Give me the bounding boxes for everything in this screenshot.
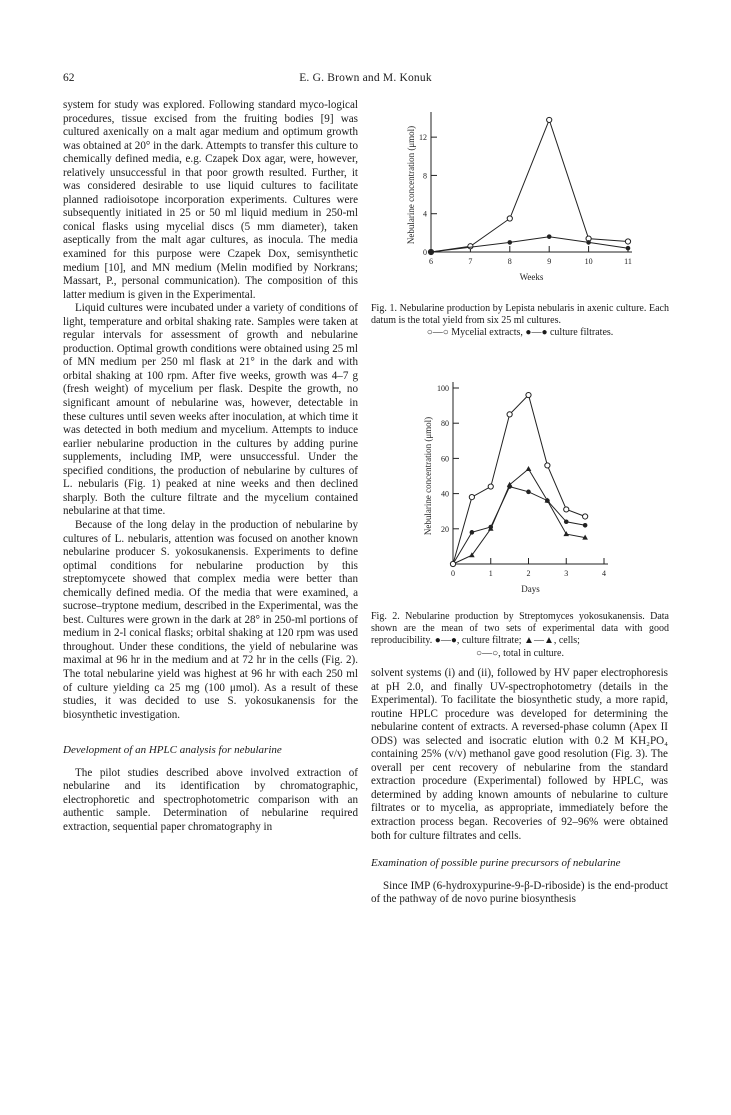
paragraph: Because of the long delay in the production of nebularine by cultures of L. nebularis, attention was focused on another known nebularine producer S. yokosukanensis. Experiments to define optimal conditions for nebularine production by this streptomycete showed that complex media were better than chemically defined media. Of the media that were examined, a sucrose–tryptone medium, described in the Experimental, was the best. Cultures were grown in the dark at 28° in 250-ml portions of medium in 2-l conical flasks; orbital shaking at 120 rpm was used throughout. Under these conditions, the yield of nebularine was maximal at 96 hr in the medium and at 72 hr in the cells (Fig. 2). The total nebularine yield was highest at 96 hr with each 250 ml of culture yielding ca 25 mg (100 μmol). As a result of these studies, it was decided to use S. yokosukanensis for the biosynthetic investigation. bbox=[63, 518, 358, 721]
x-tick-label: 7 bbox=[468, 257, 473, 266]
x-tick-label: 10 bbox=[584, 257, 593, 266]
right-column bbox=[371, 667, 668, 907]
left-column bbox=[63, 99, 358, 834]
y-tick-label: 12 bbox=[419, 133, 427, 143]
paragraph: Since IMP (6-hydroxypurine-9-β-D-riboside) is the end-product of the pathway of de novo purine biosynthesis bbox=[371, 879, 668, 906]
data-point-open-circle bbox=[507, 412, 512, 417]
data-point-filled-circle bbox=[564, 519, 569, 524]
caption-legend: ○—○, total in culture. bbox=[476, 647, 564, 659]
y-axis-label: Nebularine concentration (μmol) bbox=[406, 125, 416, 245]
data-point-filled-circle bbox=[586, 240, 591, 245]
data-point-open-circle bbox=[545, 463, 550, 468]
x-tick-label: 1 bbox=[488, 569, 493, 578]
series-line-2 bbox=[453, 395, 585, 564]
data-point-filled-triangle bbox=[526, 466, 532, 471]
section-heading: Development of an HPLC analysis for nebularine bbox=[63, 744, 282, 757]
paragraph: solvent systems (i) and (ii), followed by HV paper electrophoresis at pH 2.0, and finally UV-spectrophotometry (details in the Experimental). To facilitate the biosynthetic study, a more rapid, routine HPLC procedure was developed for determining the nebularine content of extracts. A reversed-phase column (Apex II ODS) was selected and isocratic elution with 0.2 M KH₂PO₄ containing 25% (v/v) methanol gave good resolution (Fig. 3). The overall per cent recovery of nebularine from the standard extraction procedure (Experimental) followed by HPLC, was determined by adding known amounts of nebularine to culture filtrates or to mycelia, as appropriate, immediately before the extraction process began. Recoveries of 92–96% were obtained both for culture filtrates and cells. bbox=[371, 667, 668, 842]
data-point-open-circle bbox=[564, 507, 569, 512]
data-point-filled-circle bbox=[508, 240, 513, 245]
x-tick-label: 2 bbox=[526, 569, 531, 578]
x-axis-label: Days bbox=[521, 584, 540, 594]
x-tick-label: 4 bbox=[602, 569, 606, 578]
running-header bbox=[0, 72, 731, 88]
caption-text: Fig. 1. Nebularine production by Lepista nebularis in axenic culture. Each datum is the total yield from six 25 ml cultures. bbox=[371, 303, 669, 327]
data-point-open-circle bbox=[583, 514, 588, 519]
y-tick-label: 40 bbox=[441, 489, 449, 499]
data-point-filled-circle bbox=[547, 234, 552, 239]
y-tick-label: 20 bbox=[441, 524, 449, 534]
data-point-filled-triangle bbox=[563, 531, 569, 536]
caption-legend: ○—○ Mycelial extracts, ●—● culture filtrates. bbox=[426, 327, 614, 339]
x-axis-label: Weeks bbox=[519, 272, 544, 282]
data-point-filled-circle bbox=[583, 523, 588, 528]
figure-1-chart bbox=[371, 100, 671, 295]
paragraph: Liquid cultures were incubated under a variety of conditions of light, temperature and orbital shaking rate. Samples were taken at regular intervals for assessment of growth and nebularine production. Optimal growth conditions were obtained using 25 ml of MN medium per 250 ml flask at 21° in the dark and with orbital shaking at 100 rpm. After five weeks, growth was 4–7 g (fresh weight) of mycelium per flask. Despite the growth, no significant amount of nebularine was, however, detectable in these cultures until seven weeks after inoculation, at which time it was detected in both medium and mycelium. Attempts to induce earlier nebularine production in the cultures by adding purine supplements, including IMP, were unsuccessful. Under the specified conditions, the production of nebularine by cultures of L. nebularis (Fig. 1) peaked at nine weeks and then declined sharply. Both the culture filtrate and the mycelium contained nebularine at that time. bbox=[63, 302, 358, 518]
series-line-1 bbox=[453, 469, 585, 564]
data-point-filled-circle bbox=[429, 250, 434, 255]
y-tick-label: 8 bbox=[423, 171, 427, 181]
data-point-open-circle bbox=[547, 117, 552, 122]
x-tick-label: 11 bbox=[624, 257, 632, 266]
running-head: E. G. Brown and M. Konuk bbox=[299, 72, 432, 84]
y-tick-label: 100 bbox=[437, 384, 449, 393]
y-tick-label: 80 bbox=[441, 419, 449, 429]
x-tick-label: 6 bbox=[429, 257, 433, 266]
x-tick-label: 9 bbox=[547, 257, 552, 266]
data-point-open-circle bbox=[625, 239, 630, 244]
x-tick-label: 0 bbox=[451, 569, 455, 578]
data-point-open-circle bbox=[468, 244, 473, 249]
paragraph: system for study was explored. Following standard myco-logical procedures, tissue excised from the fruiting bodies [9] was cultured axenically on a malt agar medium and optimum growth was obtained at 20° in the dark. Attempts to transfer this culture to chemically defined media, e.g. Czapek Dox agar, were, however, relatively unsuccessful in that poor growth resulted. Further, it was considered desirable to use liquid cultures to facilitate planned radioisotope incorporation experiments. Cultures were subsequently initiated in 25 or 50 ml liquid medium in 250-ml conical flasks using mycelial discs (5 mm diameter), taken aseptically from the malt agar cultures, as inocula. The media examined for this purpose were Czapek Dox, semisynthetic medium [10], and MN medium (Melin modified by Norkrans; Massart, P., personal communication). The composition of this latter medium is given in the Experimental. bbox=[63, 99, 358, 301]
y-tick-label: 0 bbox=[423, 248, 427, 257]
y-axis-label: Nebularine concentration (μmol) bbox=[423, 416, 433, 536]
x-tick-label: 3 bbox=[564, 569, 569, 578]
data-point-filled-circle bbox=[470, 530, 475, 535]
y-tick-label: 4 bbox=[423, 209, 427, 219]
data-point-open-circle bbox=[507, 216, 512, 221]
data-point-open-circle bbox=[450, 561, 455, 566]
caption-text: Fig. 2. Nebularine production by Streptomyces yokosukanensis. Data shown are the mean of two sets of experimental data with good reproducibility. ●—●, culture filtrate; ▲—▲, cells; bbox=[371, 611, 669, 647]
page-number: 62 bbox=[63, 72, 75, 84]
data-point-filled-circle bbox=[626, 246, 631, 251]
data-point-filled-circle bbox=[526, 490, 531, 495]
figure-1-caption bbox=[371, 303, 669, 340]
paragraph: The pilot studies described above involved extraction of nebularine and its identification by chromatographic, electrophoretic and spectrophotometric comparison with an authentic sample. Determination of nebularine required extraction, sequential paper chromatography in bbox=[63, 766, 358, 833]
data-point-open-circle bbox=[488, 484, 493, 489]
figure-2-caption bbox=[371, 611, 669, 660]
section-heading: Examination of possible purine precursors of nebularine bbox=[371, 857, 621, 870]
y-tick-label: 60 bbox=[441, 454, 449, 464]
x-tick-label: 8 bbox=[507, 257, 512, 266]
data-point-open-circle bbox=[469, 495, 474, 500]
figure-2-chart bbox=[371, 372, 671, 607]
series-line-0 bbox=[431, 120, 628, 252]
data-point-open-circle bbox=[526, 392, 531, 397]
